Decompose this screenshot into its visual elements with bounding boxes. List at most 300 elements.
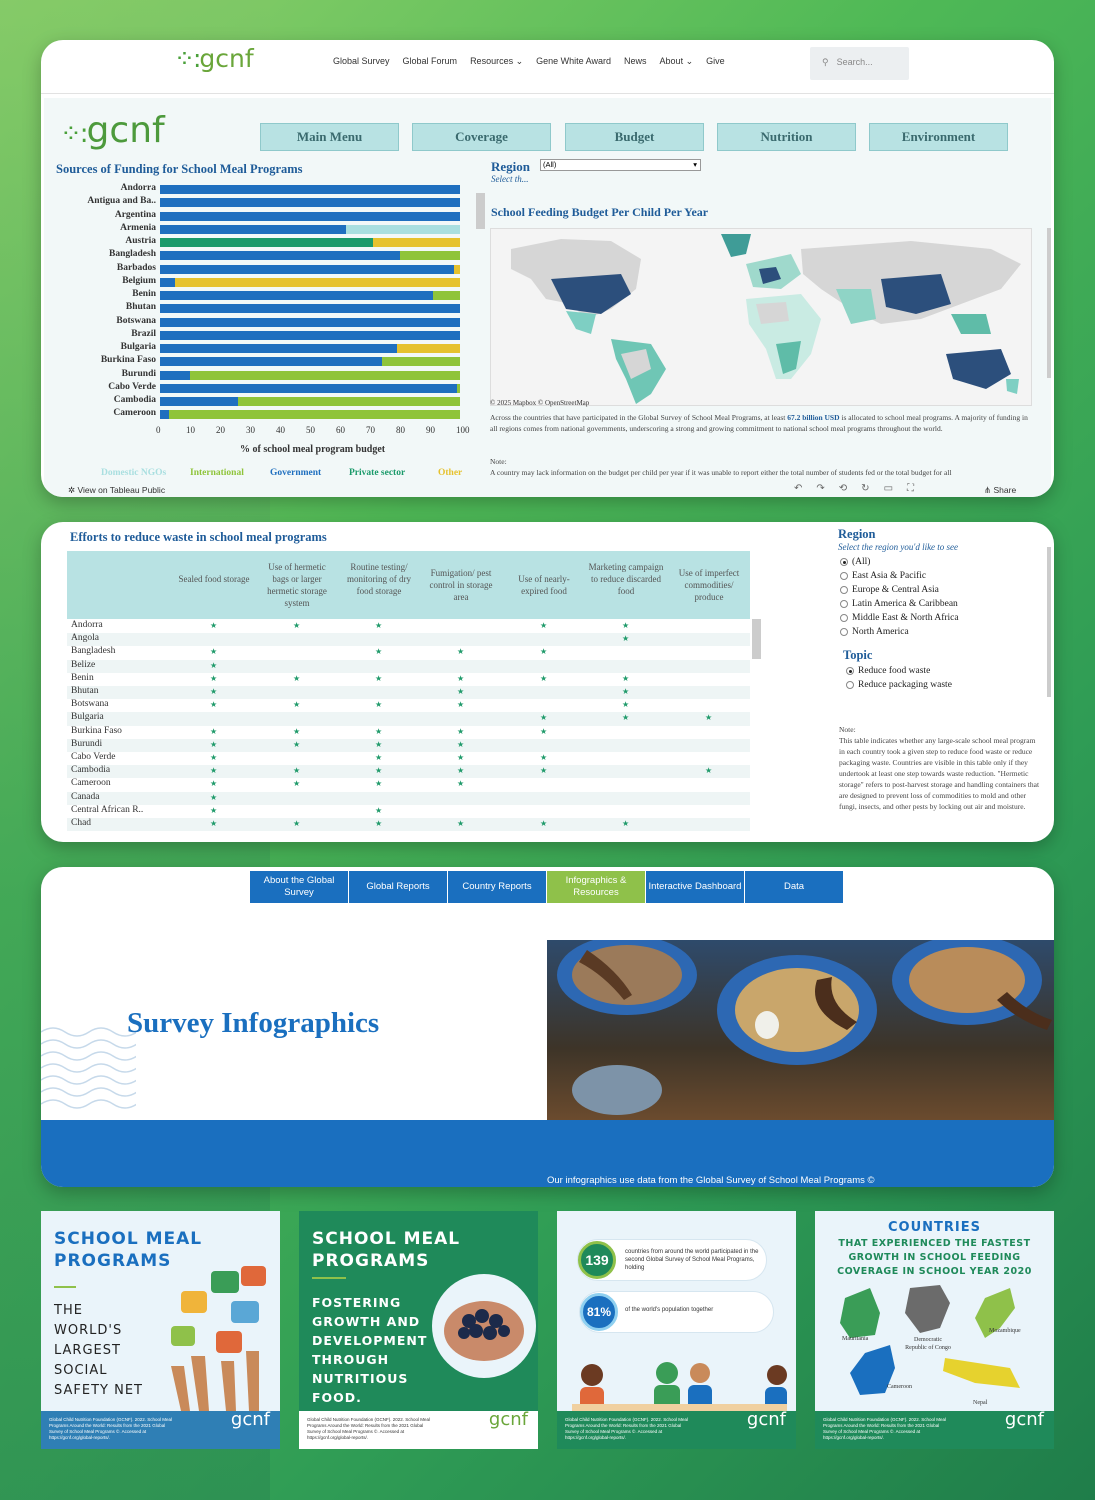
hands-holding-lunchboxes-illustration [161,1256,279,1411]
country-label-mauritania: Mauritania [842,1336,869,1342]
bar-segment-international[interactable] [169,410,460,419]
nav-give[interactable]: Give [706,56,725,66]
table-row[interactable] [67,805,750,818]
waste-region-hint: Select the region you'd like to see [838,542,959,552]
bar-segment-government[interactable] [160,212,460,221]
star-icon: ★ [210,792,218,802]
nav-global-forum[interactable]: Global Forum [402,56,458,66]
funding-note: Across the countries that have participated in the Global Survey of School Meal Programs, at least 67.2 billion USD is allocated to school meal programs. A majority of funding in all regions comes from national governments, underscoring a strong and growing commitment to national school meal programs throughout the world. [490,413,1028,433]
star-icon: ★ [293,726,301,736]
bar-segment-other[interactable] [175,278,460,287]
bar-segment-government[interactable] [160,291,433,300]
bar-segment-other[interactable] [454,265,460,274]
star-icon: ★ [293,766,301,776]
bar-category-label: Cambodia [113,395,156,405]
country-name: Bangladesh [71,646,116,657]
bar-segment-government[interactable] [160,185,460,194]
star-icon: ★ [375,673,383,683]
infographic-card-nutritious-food[interactable] [299,1211,538,1449]
country-name: Andorra [71,620,103,630]
nav-links [333,56,725,67]
stat-139: 139 [578,1241,616,1279]
tab-infographics-resources[interactable]: Infographics & Resources [547,871,646,903]
bar-segment-government[interactable] [160,198,460,207]
tableau-toolbar [794,483,928,494]
table-row[interactable] [67,673,750,686]
nav-global-survey[interactable]: Global Survey [333,56,390,66]
infographic-title: SCHOOL MEAL PROGRAMS [312,1229,461,1271]
infographic-body: THE WORLD'S LARGEST SOCIAL SAFETY NET [54,1303,143,1398]
bar-segment-government[interactable] [160,251,400,260]
survey-tabs [250,871,844,903]
x-tick-label: 80 [396,425,405,435]
footer-note: Our infographics use data from the Global Survey of School Meal Programs © [547,1175,875,1186]
bar-row[interactable] [56,397,466,406]
star-icon: ★ [293,700,301,710]
radio-icon [840,586,848,594]
column-header: Sealed food storage [178,574,250,584]
region-radio-group [840,555,959,639]
bar-row[interactable] [56,357,466,366]
star-icon: ★ [375,647,383,657]
download-icon[interactable]: ▭ [883,483,908,494]
region-option[interactable]: Europe & Central Asia [840,583,959,597]
bar-row[interactable] [56,344,466,353]
star-icon: ★ [457,819,465,828]
star-icon: ★ [457,647,465,657]
country-name: Cabo Verde [71,752,116,762]
country-label-cameroon: Cameroon [887,1384,912,1390]
bar-row[interactable] [56,222,466,234]
bar-segment-government[interactable] [160,304,460,313]
star-icon: ★ [705,713,713,723]
star-icon: ★ [622,621,630,630]
bar-category-label: Austria [125,236,156,246]
legend-item[interactable]: Government [270,468,322,478]
region-option[interactable]: East Asia & Pacific [840,569,959,583]
star-icon: ★ [210,819,218,828]
budget-note: A country may lack information on the budget per child per year if it was unable to report either the total number of students fed or the total budget for all [490,468,952,477]
funding-dashboard-card [41,40,1054,497]
star-icon: ★ [210,726,218,736]
star-icon: ★ [705,766,713,776]
country-name: Bulgaria [71,712,104,723]
tab-country-reports[interactable]: Country Reports [448,871,547,903]
star-icon: ★ [375,766,383,776]
topic-option[interactable]: Reduce food waste [846,664,952,678]
star-icon: ★ [210,687,218,696]
stat-139-text: countries from around the world participated in the second Global Survey of School Meal Programs, holding [625,1249,759,1271]
bar-segment-government[interactable] [160,397,238,406]
gcnf-brand: gcnf [230,1409,270,1430]
tab-global-reports[interactable]: Global Reports [349,871,448,903]
radio-icon [840,614,848,622]
gcnf-brand: gcnf [1004,1409,1044,1430]
star-icon: ★ [457,739,465,749]
star-icon: ★ [622,700,630,710]
x-tick-label: 30 [246,425,255,435]
bar-segment-international[interactable] [238,397,460,406]
bar-row[interactable] [56,328,466,340]
column-header: Marketing campaign to reduce discarded food [588,562,664,596]
star-icon: ★ [540,713,548,723]
nav-news[interactable]: News [624,56,647,66]
table-row[interactable] [67,699,750,712]
search-input[interactable]: ⚲ Search... [810,47,909,80]
country-name: Burkina Faso [71,725,122,736]
country-name: Belize [71,659,96,670]
bar-category-label: Bangladesh [109,249,156,260]
bar-row[interactable] [56,368,466,380]
waste-table-title: Efforts to reduce waste in school meal programs [70,530,327,544]
star-icon: ★ [210,739,218,749]
waste-note: This table indicates whether any large-scale school meal program in each country took a given step to reduce food waste or reduce packaging waste. Countries are visible in this table only if they undertook at least one step towards waste reduction. "Hermetic storage" refers to post-harvest storage and handling containers that are designed to prevent loss of commodities to mold and other fungi, insects, and other pests by locking out air and moisture. [839,736,1040,811]
table-row[interactable] [67,620,750,633]
bar-category-label: Benin [132,289,156,299]
x-axis-label: % of school meal program budget [240,444,386,455]
region-option[interactable]: (All) [840,555,959,569]
infographic-title: SCHOOL MEAL PROGRAMS [54,1229,203,1271]
tab-about-global-survey[interactable]: About the Global Survey [250,871,349,903]
bar-row[interactable] [56,209,466,221]
x-tick-label: 0 [156,425,161,435]
star-icon: ★ [457,779,465,789]
tab-nutrition[interactable]: Nutrition [717,123,856,151]
bar-category-label: Antigua and Ba.. [87,196,156,207]
tableau-icon: ✲ [68,485,78,495]
column-header: Fumigation/ pest control in storage area [429,568,493,602]
undo-icon[interactable]: ↶ [794,483,817,494]
fullscreen-icon[interactable]: ⛶ [907,483,929,494]
hands-holding-berries-photo [424,1271,536,1381]
panel-scrollbar[interactable] [1047,547,1051,697]
country-name: Central African R.. [71,804,144,815]
dashboard-scrollbar[interactable] [1047,228,1051,378]
hero-photo-school-meals [547,940,1054,1120]
note-label: Note: [490,457,507,466]
country-name: Benin [71,672,94,683]
bar-category-label: Armenia [120,222,156,233]
world-map[interactable] [490,228,1032,406]
country-name: Burundi [71,738,103,749]
star-icon: ★ [457,687,465,696]
star-icon: ★ [210,779,218,789]
region-option[interactable]: Middle East & North Africa [840,611,959,625]
bar-segment-international[interactable] [400,251,460,260]
star-icon: ★ [210,621,218,630]
table-row[interactable] [67,660,750,673]
country-name: Botswana [71,699,109,710]
waste-region-label: Region [838,527,876,541]
region-hint: Select th... [491,174,529,184]
star-icon: ★ [375,819,383,828]
star-icon: ★ [457,753,465,762]
table-row[interactable] [67,712,750,725]
bar-segment-government[interactable] [160,265,454,274]
infographic-footnote: Global Child Nutrition Foundation (GCNF). 2022. School Meal Programs Around the World: Results from the 2021 Global Survey of School Meal Programs ©. Accessed at https://gcnf.org/global-reports/. gcnf [815,1411,1054,1449]
stat-81-percent: 81% [580,1293,618,1331]
table-row[interactable] [67,646,750,659]
bar-segment-government[interactable] [160,371,190,380]
bar-segment-government[interactable] [160,225,346,234]
infographic-footnote: Global Child Nutrition Foundation (GCNF). 2022. School Meal Programs Around the World: Results from the 2021 Global Survey of School Meal Programs ©. Accessed at https://gcnf.org/global-reports/. gcnf [41,1411,280,1449]
bar-category-label: Bulgaria [120,342,156,352]
table-row[interactable] [67,739,750,752]
chevron-down-icon: ⌄ [515,56,524,66]
star-icon: ★ [622,634,630,644]
bar-category-label: Barbados [116,262,156,273]
infographic-footnote: Global Child Nutrition Foundation (GCNF). 2022. School Meal Programs Around the World: Results from the 2021 Global Survey of School Meal Programs ©. Accessed at https://gcnf.org/global-reports/. gcnf [557,1411,796,1449]
wave-pattern-decoration [41,1022,136,1122]
footer-band [41,1120,1054,1187]
bar-segment-domestic-ngos[interactable] [346,225,460,234]
infographic-card-safety-net[interactable] [41,1211,280,1449]
nav-resources[interactable]: Resources ⌄ [470,56,524,66]
bar-segment-private-sector[interactable] [160,238,373,247]
country-name: Chad [71,818,92,828]
bar-row[interactable] [56,185,466,194]
title-underline [312,1277,346,1279]
bar-row[interactable] [56,381,466,393]
star-icon: ★ [293,819,301,828]
bar-category-label: Brazil [131,328,156,339]
country-name: Cambodia [71,765,111,776]
star-icon: ★ [540,726,548,736]
radio-icon [846,681,854,689]
star-icon: ★ [622,819,630,828]
table-row[interactable] [67,726,750,739]
bar-row[interactable] [56,251,466,260]
star-icon: ★ [540,766,548,776]
title-underline [54,1286,76,1288]
star-icon: ★ [375,739,383,749]
region-option[interactable]: North America [840,625,959,639]
table-row[interactable] [67,765,750,778]
star-icon: ★ [457,766,465,776]
country-label-nepal: Nepal [973,1400,988,1406]
table-row[interactable] [67,686,750,699]
waste-dashboard-card [41,522,1054,842]
share-button[interactable]: ⋔ Share [984,485,1017,495]
map-credit: © 2025 Mapbox © OpenStreetMap [490,399,590,407]
logo-dots-icon: ⁘: [174,44,200,73]
revert-icon[interactable]: ⟲ [838,483,862,494]
bar-row[interactable] [56,315,466,327]
table-scrollbar[interactable] [752,619,761,659]
table-row[interactable] [67,633,750,646]
bar-row[interactable] [56,262,466,274]
star-icon: ★ [210,753,218,762]
region-dropdown[interactable]: (All) ▾ [540,159,701,171]
funding-chart-title: Sources of Funding for School Meal Programs [56,162,303,176]
country-label-drc: Democratic Republic of Congo [905,1337,951,1351]
bar-segment-government[interactable] [160,384,457,393]
star-icon: ★ [622,687,630,696]
bar-segment-international[interactable] [190,371,460,380]
logo-dots-icon: ⁘: [60,119,87,149]
country-name: Canada [71,791,100,802]
bar-row[interactable] [56,198,466,207]
tableau-dashboard [44,98,1051,497]
column-header: Use of hermetic bags or larger hermetic storage system [267,562,327,608]
bar-segment-international[interactable] [382,357,460,366]
infographic-subtitle: THAT EXPERIENCED THE FASTEST GROWTH IN SCHOOL FEEDING COVERAGE IN SCHOOL YEAR 2020 [837,1238,1032,1277]
stat-81-text: of the world's population together [625,1307,714,1313]
column-header: Use of imperfect commodities/ produce [678,568,740,602]
site-navbar [41,40,1054,94]
tab-main-menu[interactable]: Main Menu [260,123,399,151]
x-tick-label: 100 [456,425,470,435]
search-icon: ⚲ [822,57,829,67]
x-tick-label: 40 [276,425,285,435]
nav-about[interactable]: About ⌄ [659,56,694,66]
star-icon: ★ [210,660,218,670]
star-icon: ★ [375,726,383,736]
bar-segment-government[interactable] [160,318,460,327]
share-icon: ⋔ [984,485,994,495]
table-row[interactable] [67,818,750,831]
star-icon: ★ [293,739,301,749]
infographic-title: COUNTRIES [888,1220,981,1235]
bar-segment-other[interactable] [397,344,460,353]
country-name: Cameroon [71,778,111,789]
table-row[interactable] [67,778,750,791]
tab-coverage[interactable]: Coverage [412,123,551,151]
topic-label: Topic [843,648,873,662]
radio-icon [840,572,848,580]
bar-category-label: Bhutan [125,302,156,313]
column-header: Routine testing/ monitoring of dry food storage [347,562,411,596]
site-logo[interactable]: ⁘:gcnf [174,44,254,73]
bar-category-label: Botswana [116,315,156,326]
star-icon: ★ [540,819,548,828]
x-tick-label: 90 [426,425,435,435]
bar-row[interactable] [56,410,466,419]
bar-row[interactable] [56,238,466,247]
star-icon: ★ [540,673,548,683]
chevron-down-icon: ⌄ [685,56,694,66]
legend-item[interactable]: International [190,468,244,478]
legend-item[interactable]: Other [438,468,463,478]
star-icon: ★ [540,647,548,657]
tab-environment[interactable]: Environment [869,123,1008,151]
infographic-footnote: Global Child Nutrition Foundation (GCNF). 2022. School Meal Programs Around the World: Results from the 2021 Global Survey of School Meal Programs ©. Accessed at https://gcnf.org/global-reports/. gcnf [299,1411,538,1449]
bar-segment-government[interactable] [160,410,169,419]
redo-icon[interactable]: ↷ [816,483,839,494]
bar-category-label: Andorra [120,183,156,193]
bar-segment-international[interactable] [433,291,460,300]
star-icon: ★ [210,647,218,657]
radio-icon [840,558,848,566]
star-icon: ★ [375,779,383,789]
topic-radio-group [846,664,952,692]
dropdown-arrow-icon: ▾ [693,160,697,169]
view-on-tableau-link[interactable]: ✲ View on Tableau Public [68,485,166,495]
legend-item[interactable]: Domestic NGOs [101,468,167,478]
bar-row[interactable] [56,304,466,313]
topic-option[interactable]: Reduce packaging waste [846,678,952,692]
tab-budget[interactable]: Budget [565,123,704,151]
star-icon: ★ [540,621,548,630]
bar-row[interactable] [56,291,466,300]
star-icon: ★ [375,621,383,630]
tab-data[interactable]: Data [745,871,844,903]
waste-note-label: Note: [839,725,856,734]
region-option[interactable]: Latin America & Caribbean [840,597,959,611]
bar-segment-government[interactable] [160,344,397,353]
bar-segment-government[interactable] [160,278,175,287]
star-icon: ★ [622,713,630,723]
bar-category-label: Burkina Faso [100,355,156,366]
star-icon: ★ [293,779,301,789]
star-icon: ★ [375,753,383,762]
star-icon: ★ [293,621,301,630]
country-name: Angola [71,633,99,644]
table-header [67,551,750,619]
star-icon: ★ [210,700,218,710]
bar-category-label: Burundi [121,368,156,379]
star-icon: ★ [210,805,218,815]
bar-row[interactable] [56,275,466,287]
infographic-card-fastest-growth[interactable] [815,1211,1054,1449]
bar-segment-other[interactable] [373,238,460,247]
x-tick-label: 20 [216,425,225,435]
legend-item[interactable]: Private sector [349,468,406,478]
table-row[interactable] [67,792,750,805]
country-label-mozambique: Mozambique [989,1328,1021,1334]
nav-gene-white-award[interactable]: Gene White Award [536,56,612,66]
x-tick-label: 60 [336,425,345,435]
bar-segment-international[interactable] [457,384,460,393]
table-row[interactable] [67,752,750,765]
star-icon: ★ [293,673,301,683]
children-eating-illustration [572,1359,787,1414]
star-icon: ★ [210,673,218,683]
radio-icon [846,667,854,675]
star-icon: ★ [540,753,548,762]
dashboard-logo: ⁘:gcnf [60,110,165,151]
bar-category-label: Cameroon [113,408,156,419]
map-title: School Feeding Budget Per Child Per Year [491,205,709,219]
bar-segment-government[interactable] [160,331,460,340]
bar-category-label: Cabo Verde [108,381,156,392]
region-label: Region [491,159,530,174]
bar-category-label: Belgium [122,275,156,286]
bar-segment-government[interactable] [160,357,382,366]
bar-category-label: Argentina [114,209,156,220]
star-icon: ★ [375,805,383,815]
tab-interactive-dashboard[interactable]: Interactive Dashboard [646,871,745,903]
infographic-body: FOSTERING GROWTH AND DEVELOPMENT THROUGH NUTRITIOUS FOOD. [312,1295,428,1405]
infographic-card-participation[interactable] [557,1211,796,1449]
x-tick-label: 70 [366,425,375,435]
radio-icon [840,600,848,608]
x-tick-label: 50 [306,425,315,435]
star-icon: ★ [375,700,383,710]
chart-scrollbar[interactable] [476,193,485,229]
star-icon: ★ [457,700,465,710]
radio-icon [840,628,848,636]
star-icon: ★ [457,726,465,736]
refresh-icon[interactable]: ↻ [861,483,884,494]
country-name: Bhutan [71,686,99,696]
survey-infographics-card [41,867,1054,1187]
x-tick-label: 10 [186,425,195,435]
page-title: Survey Infographics [127,1007,380,1039]
star-icon: ★ [210,766,218,776]
star-icon: ★ [622,673,630,683]
star-icon: ★ [457,673,465,683]
